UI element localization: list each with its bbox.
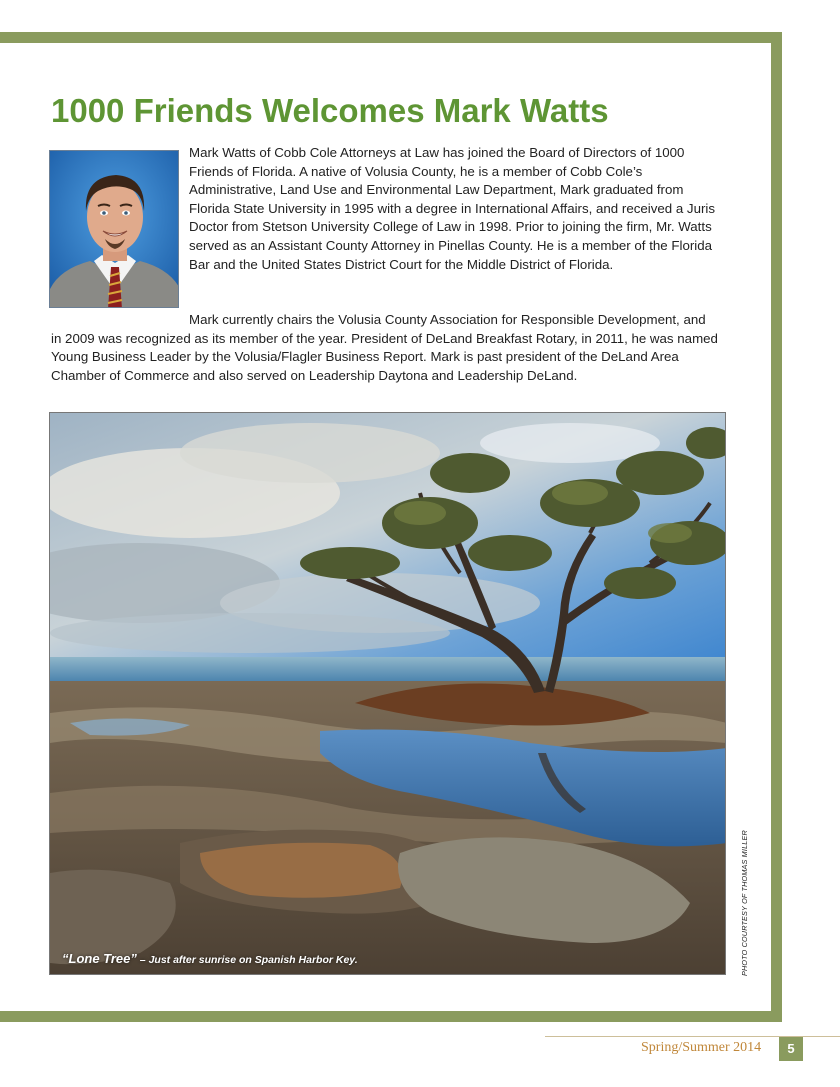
page-number: 5 [779,1037,803,1061]
page-frame-top [0,32,782,43]
article-title: 1000 Friends Welcomes Mark Watts [51,92,609,129]
photo-caption [62,950,358,968]
bio-paragraph-1: Mark Watts of Cobb Cole Attorneys at Law has joined the Board of Directors of 1000 Friends of Florida. A native of Volusia County, he is a member of Cobb Cole’s Administrative, Land Use and Environmental Law Department, Mark graduated from Florida State University in 1995 with a degree in International Affairs, and received a Juris Doctor from Stetson University College of Law in 1998. Prior to joining the firm, Mr. Watts served as an Assistant County Attorney in Pinellas County. He is a member of the Florida Bar and the United States District Court for the Middle District of Florida. [189,145,716,272]
portrait-photo [49,150,179,308]
bio-paragraph-2: Mark currently chairs the Volusia County Association for Responsible Development, and in 2009 was recognized as its member of the year. President of DeLand Breakfast Rotary, in 2011, he was named Young Business Leader by the Volusia/Flagler Business Report. Mark is past president of the DeLand Area Chamber of Commerce and also served on Leadership Daytona and Leadership DeLand. [51,312,718,383]
photo-credit: PHOTO COURTESY OF THOMAS MILLER [740,830,749,976]
page-frame-right [771,32,782,1022]
photo-caption-title: “Lone Tree” [62,951,137,966]
page-frame-bottom [0,1011,782,1022]
issue-label: Spring/Summer 2014 [641,1040,762,1055]
lone-tree-photo [49,412,726,975]
photo-caption-text: – Just after sunrise on Spanish Harbor Key. [136,954,358,966]
